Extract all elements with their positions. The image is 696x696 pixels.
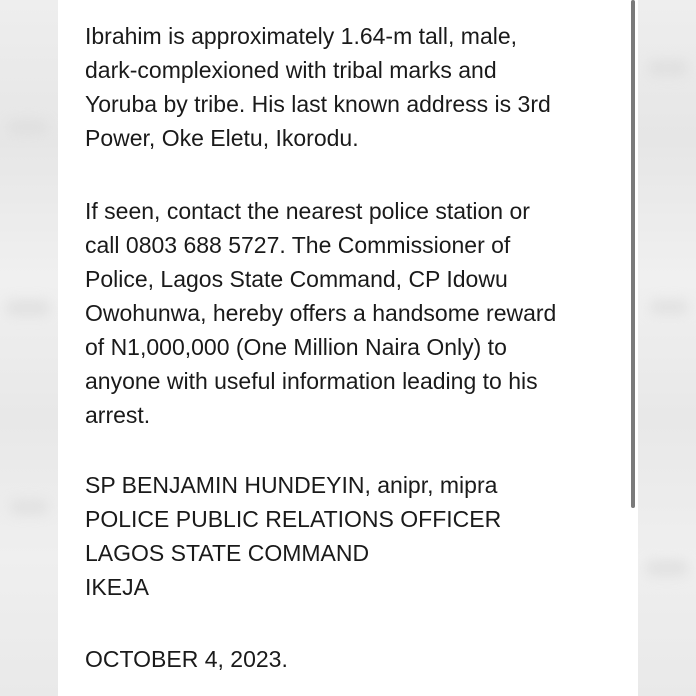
scrollbar-thumb[interactable] bbox=[631, 0, 635, 508]
background-smudge bbox=[650, 300, 688, 314]
background-smudge bbox=[648, 60, 688, 76]
signature-block: SP BENJAMIN HUNDEYIN, anipr, mipra POLICE PUBLIC RELATIONS OFFICER LAGOS STATE COMMAND IKEJA bbox=[85, 472, 502, 600]
background-smudge bbox=[6, 300, 50, 316]
background-smudge bbox=[10, 500, 48, 514]
blurred-background-left bbox=[0, 0, 58, 696]
background-smudge bbox=[646, 560, 688, 576]
suspect-description-paragraph: Ibrahim is approximately 1.64-m tall, male, dark-complexioned with tribal marks and Yoruba by tribe. His last known address is 3rd Power, Oke Eletu, Ikorodu. bbox=[85, 23, 551, 151]
reward-notice-paragraph: If seen, contact the nearest police station or call 0803 688 5727. The Commissioner of Police, Lagos State Command, CP Idowu Owohunwa, hereby offers a handsome reward of N1,000,000 (One Million Naira Only) to anyone with useful information leading to his arrest. bbox=[85, 198, 557, 428]
blurred-background-right bbox=[638, 0, 696, 696]
background-smudge bbox=[8, 120, 48, 134]
post-date: OCTOBER 4, 2023. bbox=[85, 646, 288, 672]
